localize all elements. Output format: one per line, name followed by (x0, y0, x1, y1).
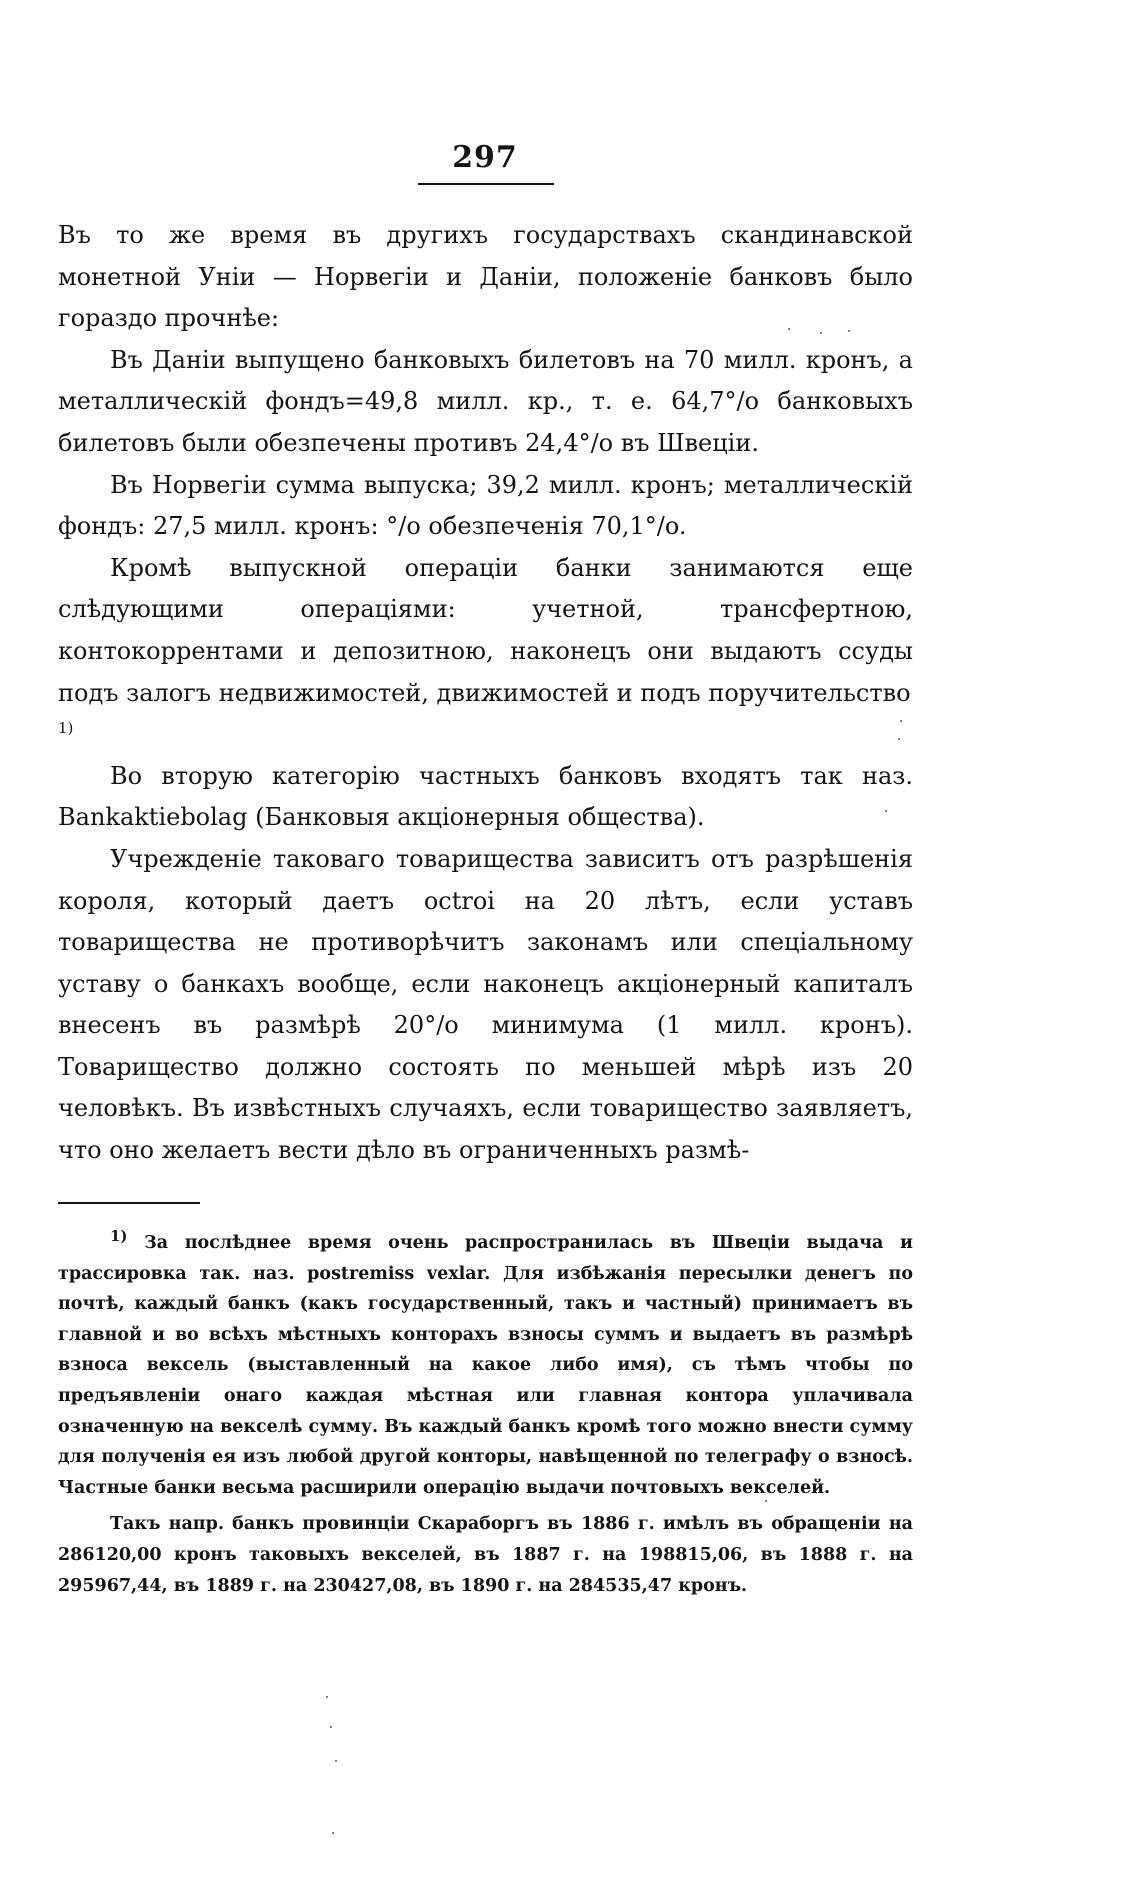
scan-speck (820, 332, 822, 334)
footnote-1 (58, 1228, 913, 1503)
scan-speck (335, 1760, 337, 1762)
footnote-rule (58, 1202, 200, 1204)
paragraph-6: Учрежденіе таковаго товарищества зависитъ отъ разрѣшенія короля, который даетъ octroi на 20 лѣтъ, если уставъ товарищества не противорѣчитъ законамъ или спеціальному уставу о банкахъ вообще, если наконецъ акціонерный капиталъ внесенъ въ размѣрѣ 20°/o минимума (1 милл. кронъ). Товарищество должно состоять по меньшей мѣрѣ изъ 20 человѣкъ. Въ извѣстныхъ случаяхъ, если товарищество заявляетъ, что оно желаетъ вести дѣло въ ограниченныхъ размѣ- (58, 844, 913, 1165)
scan-speck (326, 1696, 328, 1698)
scan-speck (898, 738, 900, 740)
scan-speck (765, 1500, 767, 1502)
page-number: 297 (452, 140, 518, 175)
scan-speck (788, 328, 790, 330)
footnotes (58, 1228, 913, 1601)
header-rule (418, 183, 554, 185)
scan-speck (900, 720, 902, 722)
scan-speck (848, 330, 850, 332)
paragraph-4-text: Кромѣ выпускной операціи банки занимаются еще слѣдующими операціями: учетной, трансфертною, контокоррентами и депозитною, наконецъ они выдаютъ ссуды подъ залогъ недвижимостей, движимостей и подъ поручительство (58, 553, 913, 707)
scan-speck (885, 810, 887, 812)
scan-speck (332, 1832, 334, 1834)
paragraph-4 (58, 548, 913, 756)
body-text (58, 215, 913, 1172)
paragraph-5: Во вторую категорію частныхъ банковъ входятъ так наз. Bankaktiebolag (Банковыя акціонерныя общества). (58, 761, 913, 832)
paragraph-1: Въ то же время въ другихъ государствахъ скандинавской монетной Уніи — Норвегіи и Даніи, положеніе банковъ было гораздо прочнѣе: (58, 221, 913, 333)
paragraph-2: Въ Даніи выпущено банковыхъ билетовъ на 70 милл. кронъ, а металлическій фондъ=49,8 милл. кр., т. е. 64,7°/o банковыхъ билетовъ были обезпечены противъ 24,4°/o въ Швеціи. (58, 345, 913, 457)
footnote-2: Такъ напр. банкъ провинціи Скараборгъ въ 1886 г. имѣлъ въ обращеніи на 286120,00 кронъ таковыхъ векселей, въ 1887 г. на 198815,06, въ 1888 г. на 295967,44, въ 1889 г. на 230427,08, въ 1890 г. на 284535,47 кронъ. (58, 1514, 913, 1596)
paragraph-3: Въ Норвегіи сумма выпуска; 39,2 милл. кронъ; металлическій фондъ: 27,5 милл. кронъ: °/o обезпеченія 70,1°/o. (58, 470, 913, 541)
scan-speck (330, 1726, 332, 1728)
footnote-marker: 1) (110, 1227, 128, 1246)
footnote-reference[interactable]: 1) (58, 719, 74, 738)
footnote-1-text: За послѣднее время очень распространилась въ Швеціи выдача и трассировка так. наз. postremiss vexlar. Для избѣжанія пересылки денегъ по почтѣ, каждый банкъ (какъ государственный, такъ и частный) принимаетъ въ главной и во всѣхъ мѣстныхъ конторахъ взносы суммъ и выдаетъ въ размѣрѣ взноса вексель (выставленный на какое либо имя), съ тѣмъ чтобы по предъявленіи онаго каждая мѣстная или главная контора уплачивала означенную на векселѣ сумму. Въ каждый банкъ кромѣ того можно внести сумму для полученія ея изъ любой другой конторы, навѣщенной по телеграфу о взносѣ. Частные банки весьма расширили операцію выдачи почтовыхъ векселей. (58, 1233, 913, 1498)
